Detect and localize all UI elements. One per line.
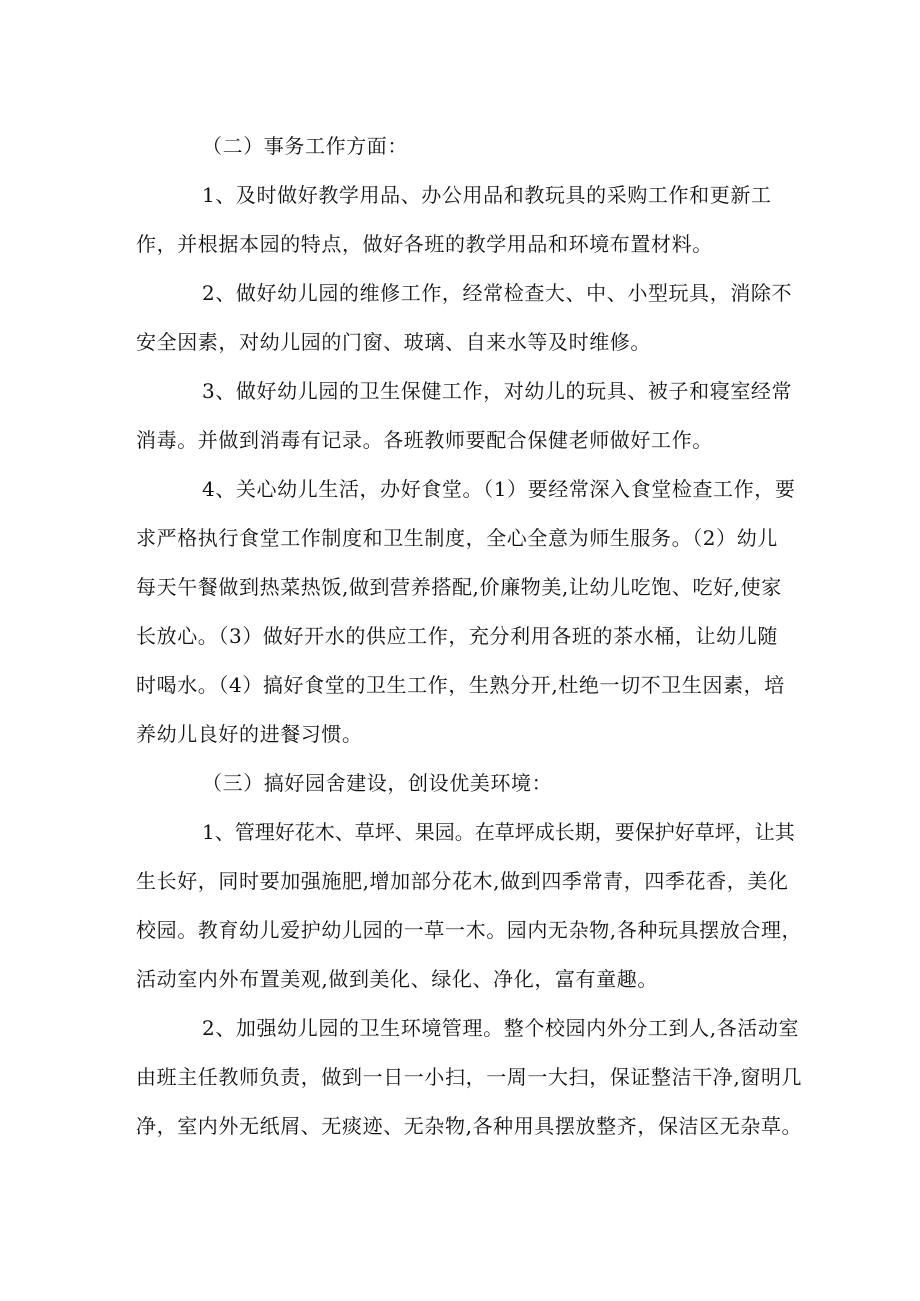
paragraph-line: 活动室内外布置美观,做到美化、绿化、净化，富有童趣。 <box>136 967 658 991</box>
paragraph-line: 由班主任教师负责，做到一日一小扫，一周一大扫，保证整洁干净,窗明几 <box>136 1065 803 1089</box>
paragraph-line: 2、加强幼儿园的卫生环境管理。整个校园内外分工到人,各活动室 <box>202 1016 800 1040</box>
paragraph-line: 净，室内外无纸屑、无痰迹、无杂物,各种用具摆放整齐，保洁区无杂草。 <box>136 1114 803 1138</box>
paragraph-line: 2、做好幼儿园的维修工作，经常检查大、中、小型玩具，消除不 <box>202 281 793 305</box>
paragraph-line: 时喝水。（4）搞好食堂的卫生工作，生熟分开,杜绝一切不卫生因素，培 <box>136 673 785 697</box>
section-heading-2: （二）事务工作方面： <box>202 134 408 158</box>
paragraph-line: 生长好，同时要加强施肥,增加部分花木,做到四季常青，四季花香，美化 <box>136 869 789 893</box>
paragraph-line: 消毒。并做到消毒有记录。各班教师要配合保健老师做好工作。 <box>136 428 713 452</box>
paragraph-line: 求严格执行食堂工作制度和卫生制度，全心全意为师生服务。（2）幼儿 <box>136 526 778 550</box>
paragraph-line: 养幼儿良好的进餐习惯。 <box>136 722 363 746</box>
paragraph-line: 4、关心幼儿生活，办好食堂。（1）要经常深入食堂检查工作，要 <box>202 477 796 501</box>
paragraph-line: 作，并根据本园的特点，做好各班的教学用品和环境布置材料。 <box>136 232 713 256</box>
paragraph-line: 长放心。（3）做好开水的供应工作，充分利用各班的茶水桶，让幼儿随 <box>136 624 778 648</box>
section-heading-3: （三）搞好园舍建设，创设优美环境： <box>202 771 553 795</box>
paragraph-line: 1、及时做好教学用品、办公用品和教玩具的采购工作和更新工 <box>202 183 772 207</box>
paragraph-line: 3、做好幼儿园的卫生保健工作，对幼儿的玩具、被子和寝室经常 <box>202 379 793 403</box>
paragraph-line: 校园。教育幼儿爱护幼儿园的一草一木。园内无杂物,各种玩具摆放合理， <box>136 918 803 942</box>
paragraph-line: 1、管理好花木、草坪、果园。在草坪成长期，要保护好草坪，让其 <box>202 820 795 844</box>
paragraph-line: 每天午餐做到热菜热饭,做到营养搭配,价廉物美,让幼儿吃饱、吃好,使家 <box>136 575 782 599</box>
paragraph-line: 安全因素，对幼儿园的门窗、玻璃、自来水等及时维修。 <box>136 330 651 354</box>
